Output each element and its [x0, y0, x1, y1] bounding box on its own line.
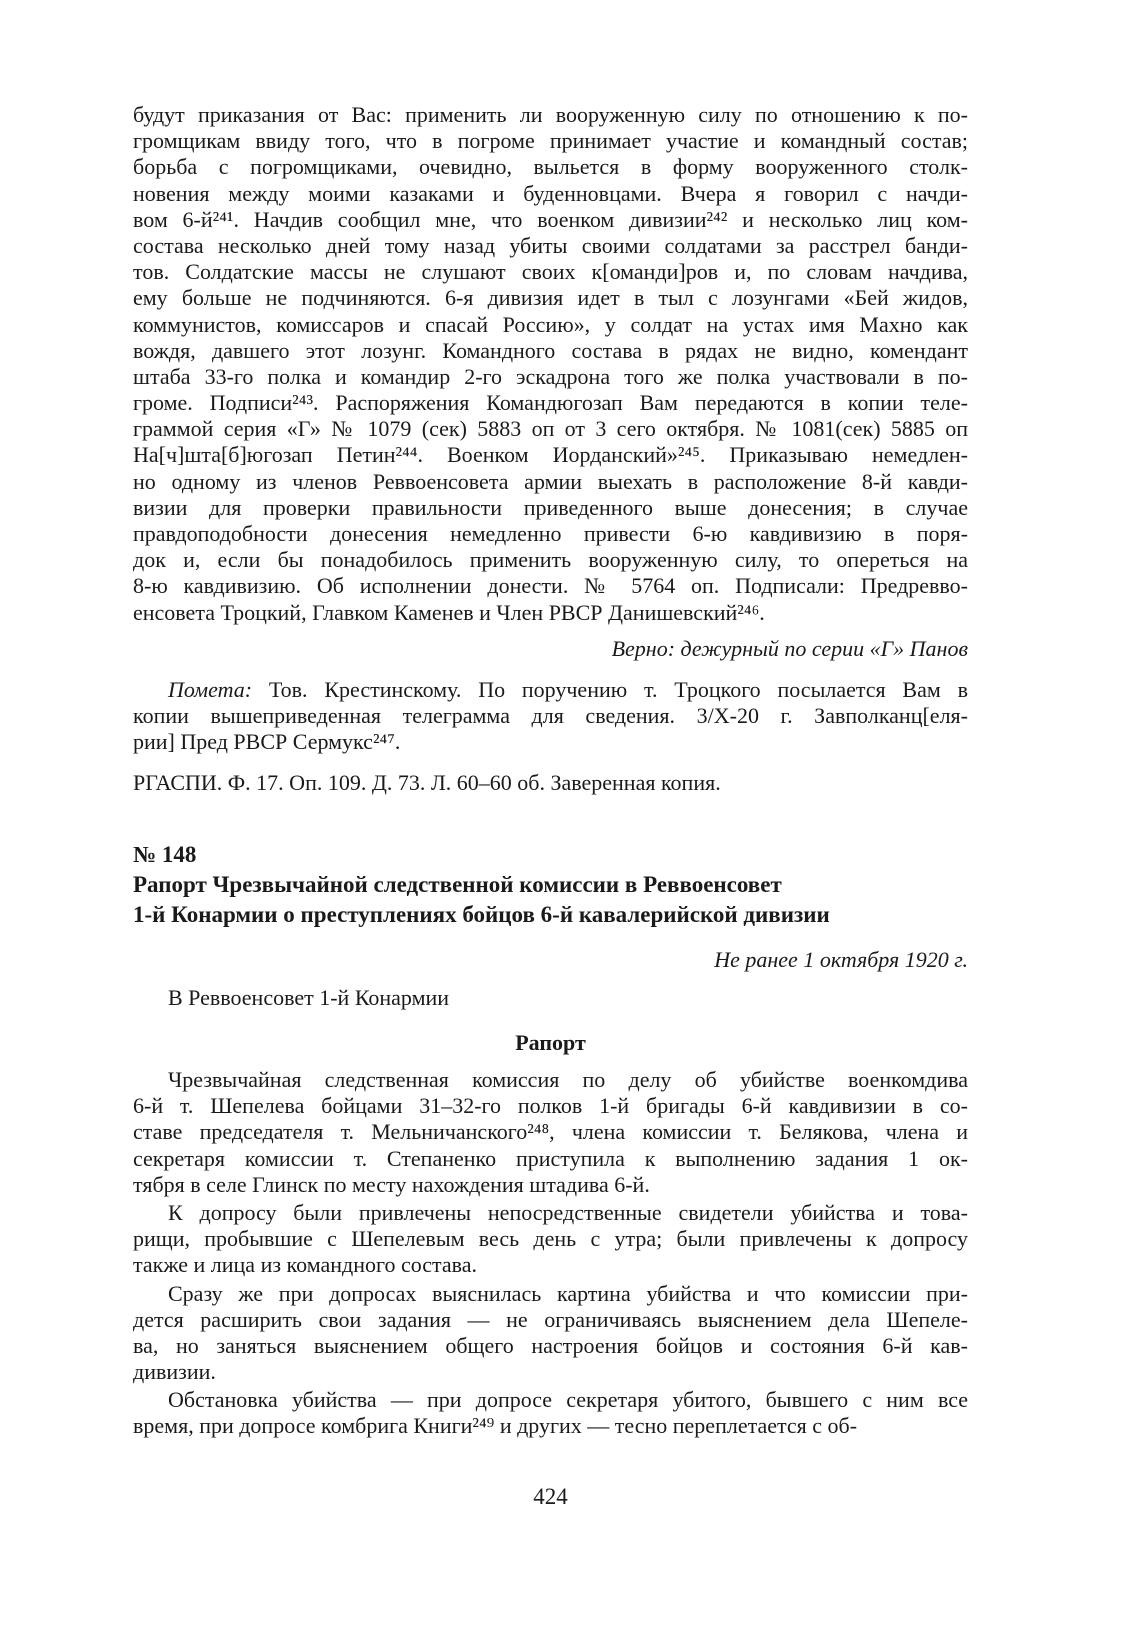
document-header	[133, 840, 968, 930]
text-line: док и, если бы понадобилось применить вооруженную силу, то опереться на	[133, 547, 968, 573]
text-line: громщикам ввиду того, что в погроме принимает участие и командный состав;	[133, 128, 968, 154]
text-line: ему больше не подчиняются. 6-я дивизия идет в тыл с лозунгами «Бей жидов,	[133, 285, 968, 311]
note-line: Тов. Крестинскому. По поручению т. Троцкого посылается Вам в	[252, 677, 968, 702]
text-line: время, при допросе комбрига Книги²⁴⁹ и других — тесно переплетается с об-	[133, 1413, 858, 1439]
text-line: состава несколько дней тому назад убиты своими солдатами за расстрел банди-	[133, 232, 968, 258]
text-line: ставе председателя т. Мельничанского²⁴⁸, члена комиссии т. Белякова, члена и	[133, 1119, 968, 1145]
report-heading: Рапорт	[515, 1030, 586, 1055]
text-line: Сразу же при допросах выяснилась картина убийства и что комиссии при-	[168, 1280, 968, 1306]
text-line: вождя, давшего этот лозунг. Командного состава в рядах не видно, комендант	[133, 337, 968, 363]
addressee: В Реввоенсовет 1-й Конармии	[168, 985, 450, 1010]
text-line: На[ч]шта[б]югозап Петин²⁴⁴. Военком Иорданский»²⁴⁵. Приказываю немедлен-	[133, 442, 968, 468]
text-line: борьба с погромщиками, очевидно, выльется в форму вооруженного столк-	[133, 154, 968, 180]
document-number: № 148	[133, 842, 197, 867]
note-label: Помета:	[168, 677, 253, 702]
text-line: Чрезвычайная следственная комиссия по делу об убийстве военкомдива	[168, 1067, 968, 1092]
text-line: ва, но заняться выяснением общего настроения бойцов и состояния 6-й кав-	[133, 1332, 968, 1358]
text-line: новения между моими казаками и буденновцами. Вчера я говорил с начди-	[133, 180, 968, 206]
note-line: копии вышеприведенная телеграмма для сведения. 3/X-20 г. Завполканц[еля-	[133, 703, 968, 729]
text-line: секретаря комиссии т. Степаненко приступила к выполнению задания 1 ок-	[133, 1145, 968, 1171]
text-line: граммой серия «Г» № 1079 (сек) 5883 оп от 3 сего октября. № 1081(сек) 5885 оп	[133, 416, 968, 442]
report-paragraph	[133, 1200, 968, 1279]
report-paragraph	[133, 1387, 968, 1439]
page-number: 424	[533, 1484, 568, 1509]
document-title-line: 1-й Конармии о преступлениях бойцов 6-й кавалерийской дивизии	[133, 902, 830, 927]
text-line: также и лица из командного состава.	[133, 1252, 478, 1278]
text-line: Обстановка убийства — при допросе секретаря убитого, бывшего с ним все	[168, 1387, 968, 1413]
text-line: будут приказания от Вас: применить ли вооруженную силу по отношению к по-	[133, 102, 968, 127]
text-line: 6-й т. Шепелева бойцами 31–32-го полков 1-й бригады 6-й кавдивизии в со-	[133, 1093, 968, 1119]
text-line: вом 6-й²⁴¹. Начдив сообщил мне, что военком дивизии²⁴² и несколько лиц ком-	[133, 206, 968, 232]
report-body	[133, 1067, 968, 1442]
text-line: енсовета Троцкий, Главком Каменев и Член РВСР Данишевский²⁴⁶.	[133, 599, 765, 625]
text-line: но одному из членов Реввоенсовета армии выехать в расположение 8-й кавди-	[133, 468, 968, 494]
archive-reference: РГАСПИ. Ф. 17. Оп. 109. Д. 73. Л. 60–60 об. Заверенная копия.	[133, 770, 721, 795]
continued-paragraph	[133, 102, 968, 626]
text-line: 8-ю кавдивизию. Об исполнении донести. № 5764 оп. Подписали: Предревво-	[133, 573, 968, 599]
report-paragraph	[133, 1067, 968, 1198]
text-line: дется расширить свои задания — не ограничиваясь выяснением дела Шепеле-	[133, 1306, 968, 1332]
text-line: дивизии.	[133, 1359, 216, 1385]
note-paragraph	[133, 677, 968, 756]
text-line: громе. Подписи²⁴³. Распоряжения Командюгозап Вам передаются в копии теле-	[133, 390, 968, 416]
verification-line: Верно: дежурный по серии «Г» Панов	[611, 636, 968, 661]
text-line: правдоподобности донесения немедленно привести 6-ю кавдивизию в поря-	[133, 521, 968, 546]
document-title-line: Рапорт Чрезвычайной следственной комиссии в Реввоенсовет	[133, 872, 782, 897]
document-date: Не ранее 1 октября 1920 г.	[714, 947, 968, 972]
text-line: рищи, пробывшие с Шепелевым весь день с утра; были привлечены к допросу	[133, 1226, 968, 1252]
text-line: тября в селе Глинск по месту нахождения штадива 6-й.	[133, 1171, 650, 1197]
text-line: К допросу были привлечены непосредственные свидетели убийства и това-	[168, 1199, 968, 1225]
note-line: рии] Пред РВСР Сермукс²⁴⁷.	[133, 729, 401, 755]
text-line: тов. Солдатские массы не слушают своих к[оманди]ров и, по словам начдива,	[133, 259, 968, 285]
text-line: коммунистов, комиссаров и спасай Россию», у солдат на устах имя Махно как	[133, 311, 968, 337]
report-paragraph	[133, 1281, 968, 1386]
text-line: штаба 33-го полка и командир 2-го эскадрона того же полка участвовали в по-	[133, 363, 968, 389]
text-line: визии для проверки правильности приведенного выше донесения; в случае	[133, 494, 968, 520]
